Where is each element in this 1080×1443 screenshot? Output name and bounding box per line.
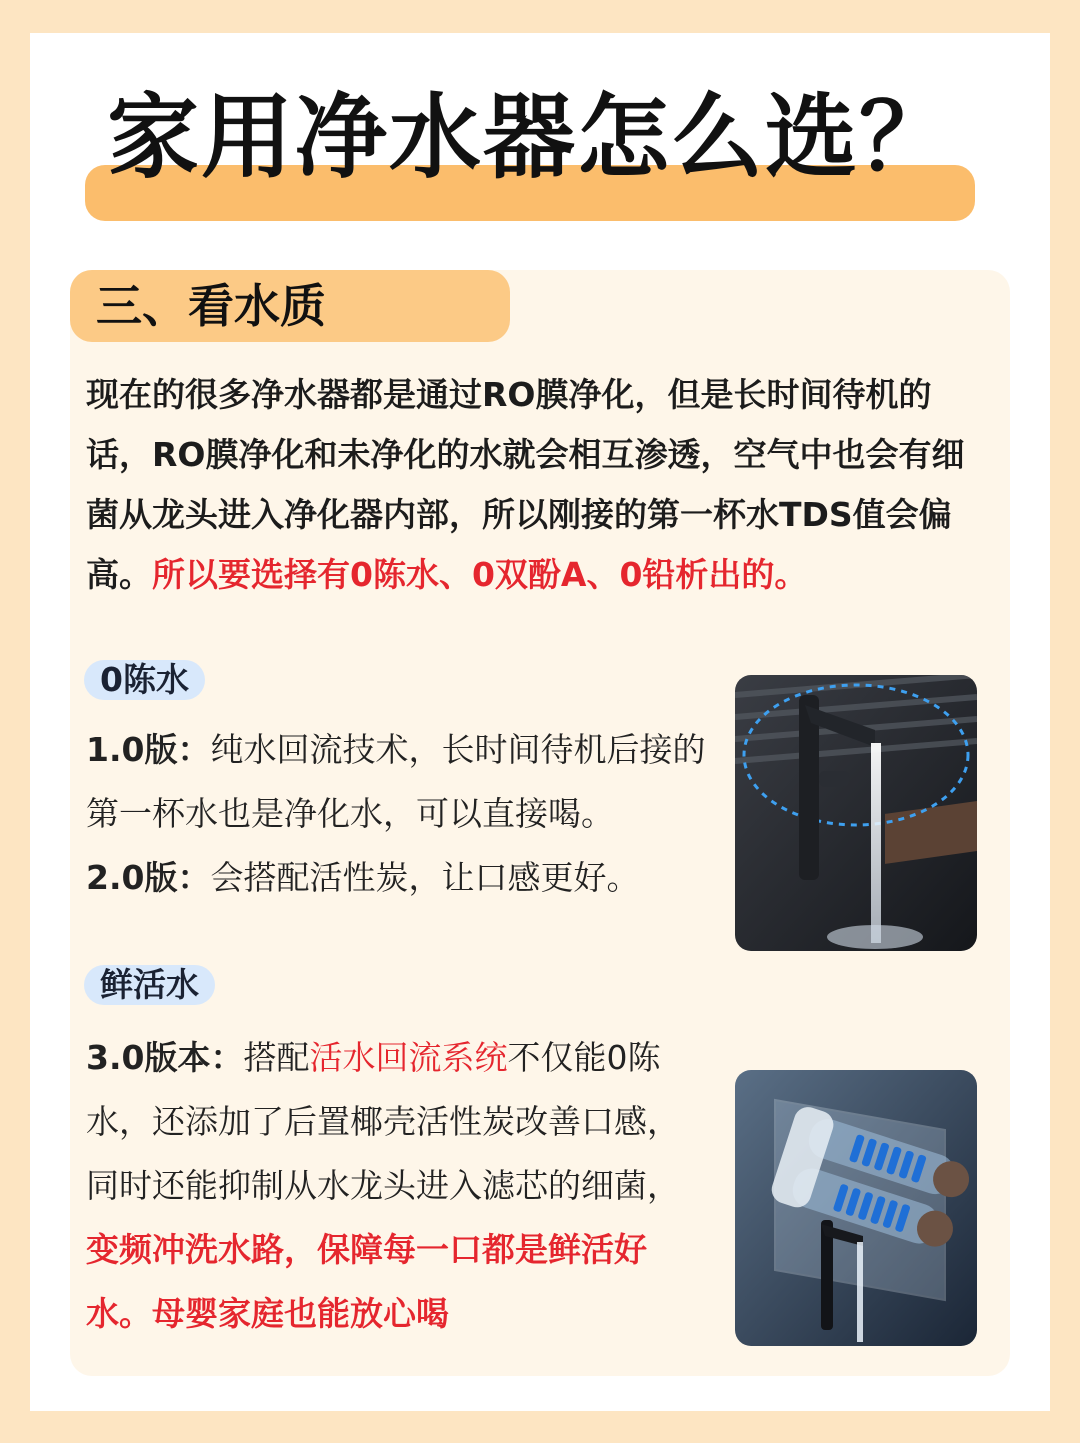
tag-zero-stale: 0陈水 bbox=[84, 660, 205, 700]
header bbox=[85, 73, 975, 203]
version-1-text: 纯水回流技术，长时间待机后接的第一杯水也是净化水，可以直接喝。 bbox=[86, 730, 706, 833]
section-title: 三、看水质 bbox=[96, 279, 326, 333]
zero-stale-body bbox=[86, 718, 716, 910]
intro-paragraph bbox=[86, 365, 996, 605]
version-1-label: 1.0版： bbox=[86, 730, 211, 769]
version-3-label: 3.0版本： bbox=[86, 1038, 244, 1077]
faucet-photo bbox=[735, 675, 977, 951]
version-3-highlight-1: 活水回流系统 bbox=[309, 1038, 508, 1077]
version-1 bbox=[86, 718, 716, 846]
page-title: 家用净水器怎么选？ bbox=[106, 84, 953, 191]
section-panel bbox=[70, 270, 1010, 1376]
version-3-highlight-2: 变频冲洗水路，保障每一口都是鲜活好水。母婴家庭也能放心喝 bbox=[86, 1230, 647, 1333]
version-2-label: 2.0版： bbox=[86, 858, 211, 897]
version-3-text: 不仅能0陈水，还添加了后置椰壳活性炭改善口感，同时还能抑制从水龙头进入滤芯的细菌， bbox=[86, 1038, 680, 1205]
fresh-water-body bbox=[86, 1026, 706, 1346]
filter-system-photo bbox=[735, 1070, 977, 1346]
content-card bbox=[30, 33, 1050, 1411]
intro-highlight: 所以要选择有0陈水、0双酚A、0铅析出的。 bbox=[152, 555, 808, 594]
version-2-text: 会搭配活性炭，让口感更好。 bbox=[210, 858, 640, 897]
version-2 bbox=[86, 846, 716, 910]
section-heading bbox=[70, 270, 510, 342]
tag-fresh-water: 鲜活水 bbox=[84, 965, 215, 1005]
version-3-pre: 搭配 bbox=[243, 1038, 310, 1077]
intro-text: 现在的很多净水器都是通过RO膜净化，但是长时间待机的话，RO膜净化和未净化的水就会相互渗透，空气中也会有细菌从龙头进入净化器内部，所以刚接的第一杯水TDS值会偏高。 bbox=[86, 375, 965, 594]
